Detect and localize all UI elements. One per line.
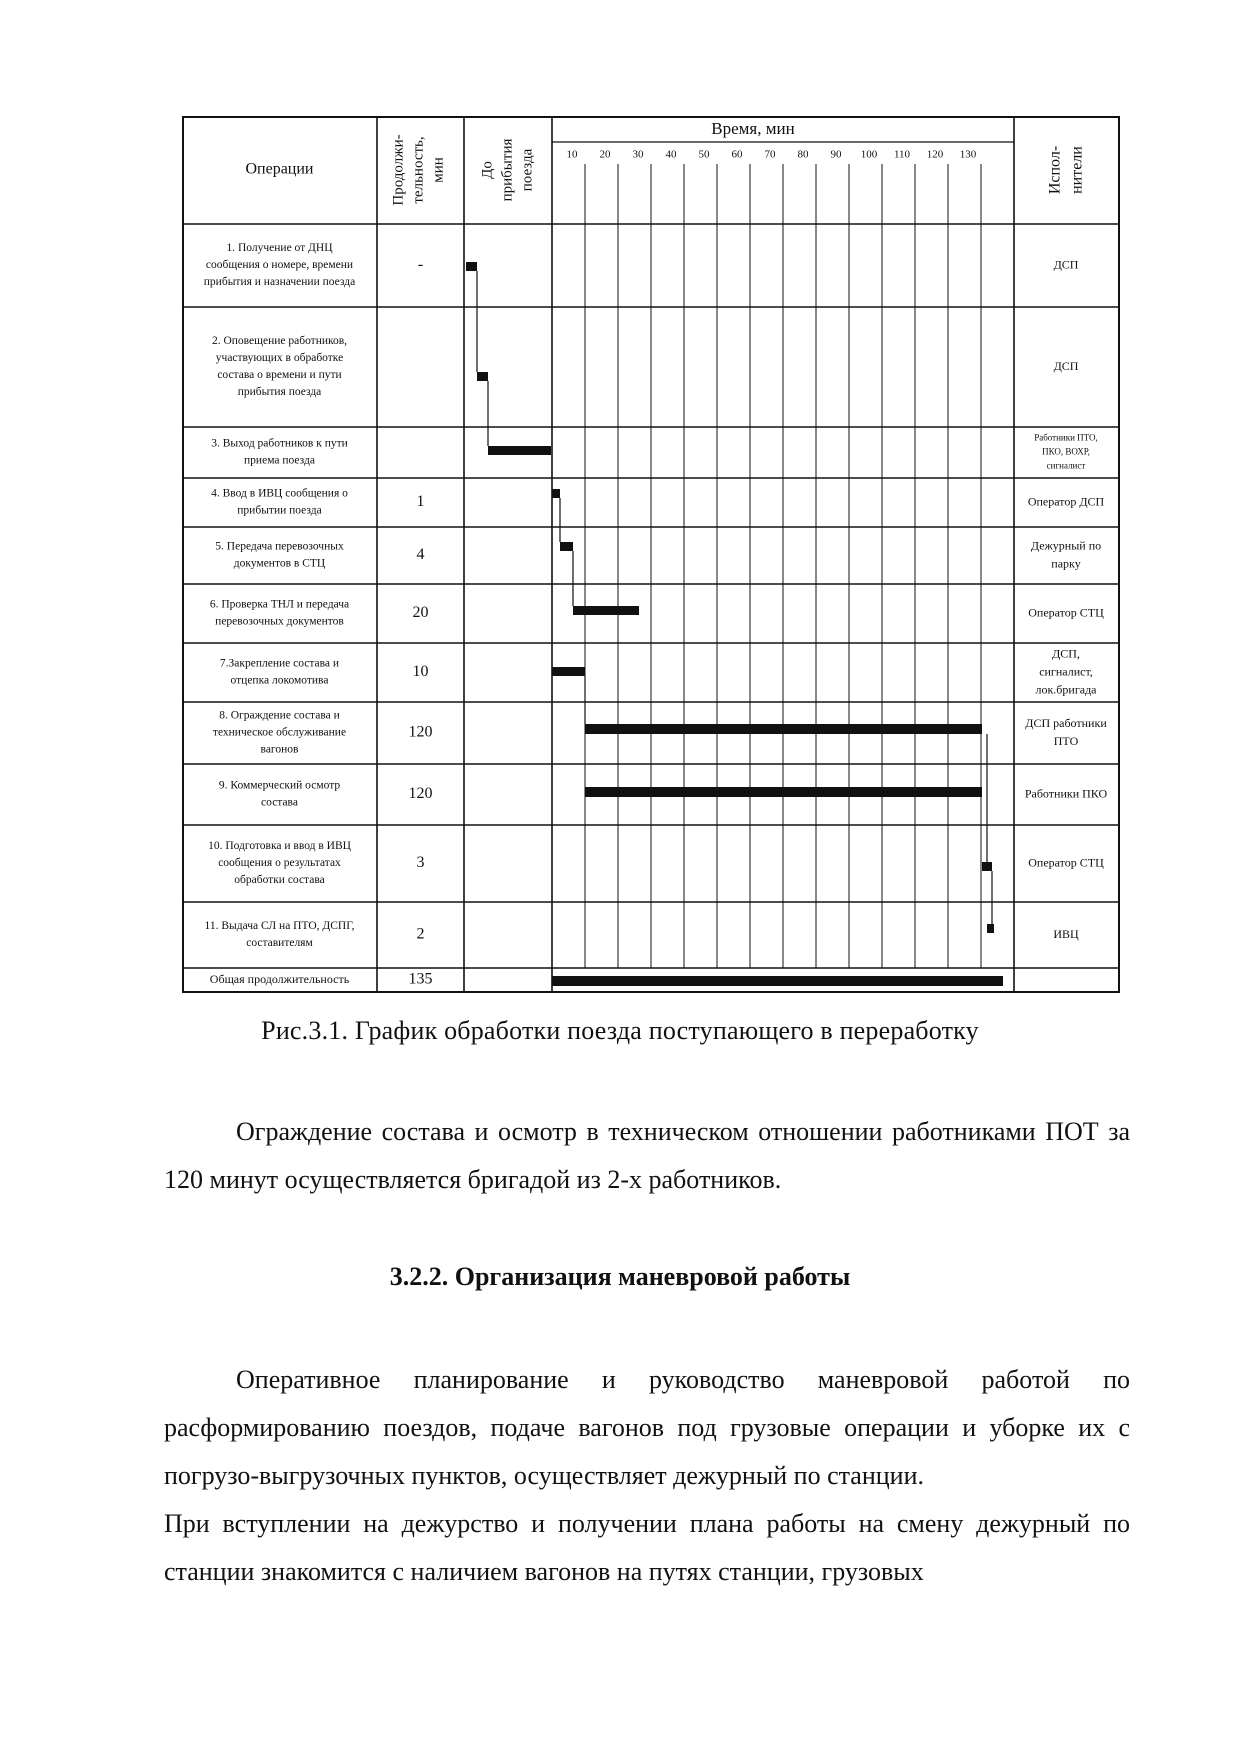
section-heading: 3.2.2. Организация маневровой работы bbox=[389, 1262, 851, 1291]
gantt-bar bbox=[585, 724, 982, 734]
before-arrival-header: До bbox=[479, 161, 496, 179]
executor-label: ИВЦ bbox=[1053, 926, 1079, 941]
executor-label: парку bbox=[1051, 556, 1081, 571]
duration-header: мин bbox=[430, 157, 447, 183]
time-tick-label: 20 bbox=[599, 148, 611, 161]
time-header: Время, мин bbox=[711, 118, 795, 138]
operation-label: сообщения о номере, времени bbox=[205, 259, 354, 272]
duration-value: 120 bbox=[408, 785, 433, 803]
executor-label: Дежурный по bbox=[1030, 538, 1102, 553]
time-tick-label: 40 bbox=[665, 148, 677, 161]
operation-label: вагонов bbox=[260, 743, 299, 756]
operation-label: техническое обслуживание bbox=[212, 726, 347, 739]
time-tick-label: 110 bbox=[893, 148, 911, 161]
executor-label: сигналист bbox=[1046, 460, 1086, 471]
operation-label: 6. Проверка ТНЛ и передача bbox=[209, 598, 350, 611]
time-tick-label: 30 bbox=[632, 148, 644, 161]
gantt-bar bbox=[466, 262, 477, 271]
paragraph-planning-text: Оперативное планирование и руководство маневровой работой по расформированию поездов, подаче вагонов под грузовые операции и уборке их с погрузо-выгрузочных пунктов, осуществляет дежурный по станции. bbox=[164, 1365, 1130, 1490]
operation-label: документов в СТЦ bbox=[233, 557, 326, 570]
executor-label: Оператор СТЦ bbox=[1028, 855, 1104, 870]
operation-label: приема поезда bbox=[244, 454, 315, 467]
duration-header: тельность, bbox=[410, 136, 427, 204]
gantt-bar bbox=[477, 372, 488, 381]
gantt-bar bbox=[552, 976, 1003, 986]
operation-label: 9. Коммерческий осмотр bbox=[218, 779, 341, 792]
gantt-bar bbox=[982, 862, 992, 871]
gantt-bar bbox=[488, 446, 551, 455]
gantt-bar bbox=[552, 489, 560, 498]
operation-label: 11. Выдача СЛ на ПТО, ДСПГ, bbox=[204, 920, 355, 933]
duration-value: 10 bbox=[412, 663, 429, 681]
executor-label: Оператор ДСП bbox=[1027, 494, 1105, 509]
operation-label: прибытии поезда bbox=[237, 504, 322, 517]
gantt-bar bbox=[560, 542, 573, 551]
executor-label: ПТО bbox=[1053, 733, 1079, 748]
executor-label: ДСП, bbox=[1052, 646, 1080, 661]
operation-label: обработки состава bbox=[234, 874, 325, 887]
executor-label: Оператор СТЦ bbox=[1028, 605, 1104, 620]
executor-label: Работники ПТО, bbox=[1034, 432, 1098, 443]
gantt-bar bbox=[573, 606, 639, 615]
paragraph-fencing bbox=[164, 1108, 1130, 1204]
duration-value: 2 bbox=[416, 925, 425, 943]
operation-label: 10. Подготовка и ввод в ИВЦ bbox=[208, 840, 351, 853]
operation-label: отцепка локомотива bbox=[230, 674, 329, 687]
operation-label: прибытия поезда bbox=[237, 386, 322, 399]
operation-label: состава о времени и пути bbox=[217, 369, 342, 382]
gantt-bar bbox=[987, 924, 994, 933]
before-arrival-header: прибытия bbox=[499, 138, 516, 202]
train-processing-gantt-figure bbox=[182, 116, 1122, 994]
operation-label: прибытия и назначении поезда bbox=[203, 276, 356, 289]
operation-label: Общая продолжительность bbox=[209, 971, 350, 986]
operation-label: сообщения о результатах bbox=[218, 857, 341, 870]
figure-caption: Рис.3.1. График обработки поезда поступающего в переработку bbox=[261, 1016, 979, 1045]
duration-value: 20 bbox=[412, 604, 429, 622]
duration-value: 4 bbox=[416, 546, 425, 564]
time-tick-label: 60 bbox=[731, 148, 743, 161]
time-tick-label: 130 bbox=[959, 148, 977, 161]
time-tick-label: 70 bbox=[764, 148, 776, 161]
time-tick-label: 50 bbox=[698, 148, 710, 161]
duration-header: Продолжи- bbox=[390, 134, 407, 206]
gantt-bar bbox=[552, 667, 585, 676]
time-tick-label: 120 bbox=[926, 148, 944, 161]
paragraph-duty-text: При вступлении на дежурство и получении плана работы на смену дежурный по станции знакомится с наличием вагонов на путях станции, грузовых bbox=[164, 1509, 1130, 1586]
operation-label: перевозочных документов bbox=[215, 615, 344, 628]
operation-label: состава bbox=[261, 796, 298, 809]
operation-label: участвующих в обработке bbox=[215, 352, 344, 365]
operation-label: 7.Закрепление состава и bbox=[219, 657, 340, 670]
duration-value: 120 bbox=[408, 723, 433, 741]
paragraph-planning bbox=[164, 1356, 1130, 1500]
operation-label: составителям bbox=[246, 937, 313, 950]
operation-label: 4. Ввод в ИВЦ сообщения о bbox=[211, 487, 348, 500]
before-arrival-header: поезда bbox=[519, 148, 536, 192]
operation-label: 5. Передача перевозочных bbox=[215, 540, 344, 553]
executor-label: Работники ПКО bbox=[1024, 786, 1108, 801]
gantt-bar bbox=[585, 787, 982, 797]
duration-value: 1 bbox=[416, 493, 425, 511]
executor-label: ПКО, ВОХР, bbox=[1042, 446, 1090, 457]
time-tick-label: 80 bbox=[797, 148, 809, 161]
operations-header: Операции bbox=[245, 160, 314, 178]
operation-label: 2. Оповещение работников, bbox=[211, 335, 348, 348]
paragraph-duty bbox=[164, 1500, 1130, 1596]
executor-label: ДСП работники bbox=[1025, 715, 1107, 730]
operation-label: 1. Получение от ДНЦ bbox=[226, 242, 333, 255]
duration-value: - bbox=[417, 256, 424, 274]
executors-header: нители bbox=[1068, 146, 1086, 194]
duration-value: 135 bbox=[408, 970, 433, 988]
executors-header: Испол- bbox=[1046, 145, 1064, 195]
executor-label: сигналист, bbox=[1039, 664, 1093, 679]
time-tick-label: 100 bbox=[860, 148, 878, 161]
time-tick-label: 10 bbox=[566, 148, 578, 161]
executor-label: ДСП bbox=[1053, 358, 1079, 373]
operation-label: 3. Выход работников к пути bbox=[211, 437, 348, 450]
operation-label: 8. Ограждение состава и bbox=[219, 709, 340, 722]
time-tick-label: 90 bbox=[830, 148, 842, 161]
gantt-chart bbox=[182, 116, 1122, 994]
executor-label: лок.бригада bbox=[1035, 682, 1097, 697]
executor-label: ДСП bbox=[1053, 257, 1079, 272]
duration-value: 3 bbox=[416, 854, 425, 872]
paragraph-fencing-text: Ограждение состава и осмотр в техническом отношении работниками ПОТ за 120 минут осуществляется бригадой из 2-х работников. bbox=[164, 1117, 1130, 1194]
